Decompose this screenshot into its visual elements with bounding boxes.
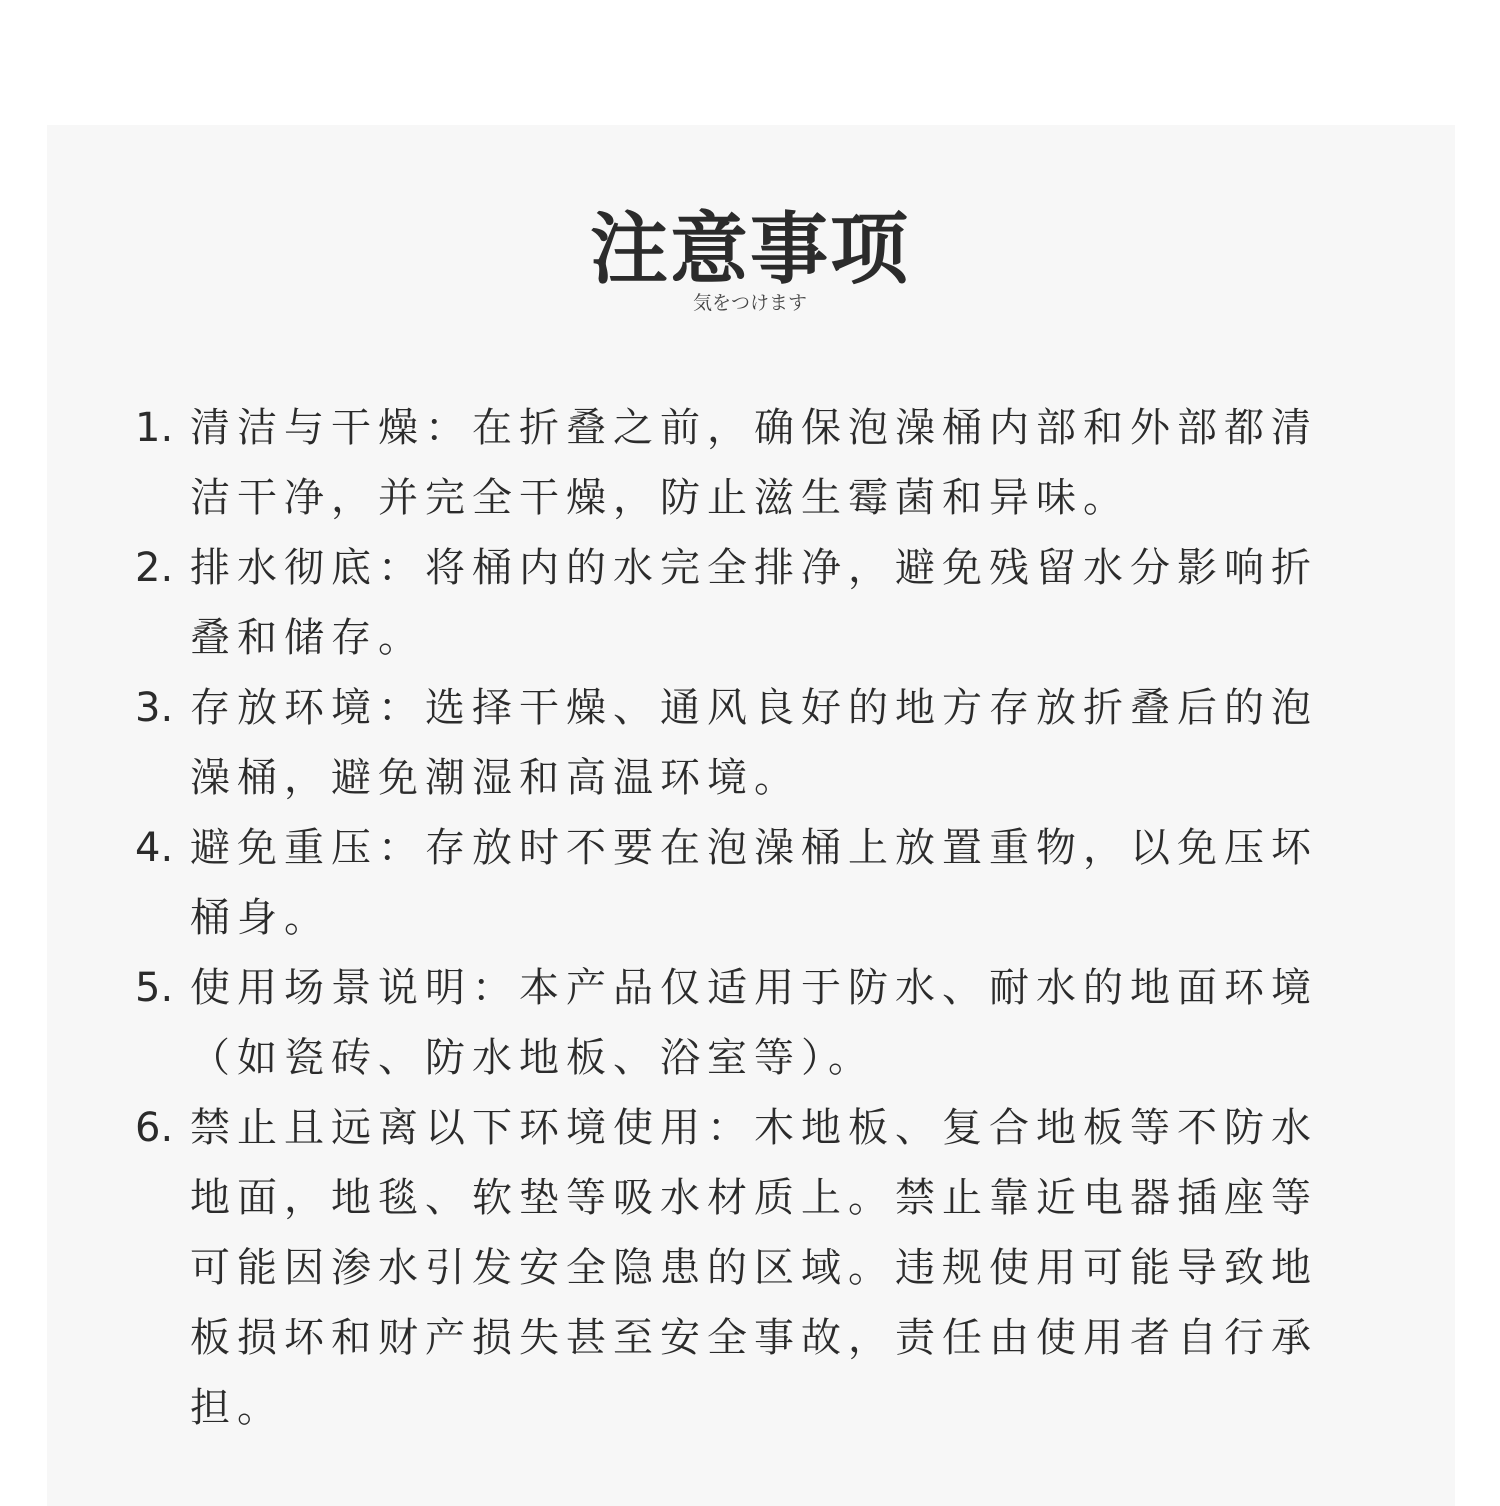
item-number: 2. (135, 545, 174, 591)
item-text: 清洁与干燥：在折叠之前，确保泡澡桶内部和外部都清洁干净，并完全干燥，防止滋生霉菌和异味。 (190, 405, 1318, 521)
item-text: 避免重压：存放时不要在泡澡桶上放置重物，以免压坏桶身。 (190, 825, 1318, 941)
notice-list (135, 393, 1335, 1443)
item-number: 3. (135, 685, 174, 731)
list-item (135, 533, 1335, 673)
page-title: 注意事项 (589, 205, 910, 295)
list-item (135, 1093, 1335, 1443)
list-item (135, 813, 1335, 953)
item-text: 排水彻底：将桶内的水完全排净，避免残留水分影响折叠和储存。 (190, 545, 1318, 661)
item-number: 1. (135, 405, 174, 451)
item-number: 5. (135, 965, 174, 1011)
item-text: 使用场景说明：本产品仅适用于防水、耐水的地面环境（如瓷砖、防水地板、浴室等）。 (190, 965, 1318, 1081)
item-number: 4. (135, 825, 174, 871)
page-subtitle: 気をつけます (692, 292, 807, 314)
list-item (135, 393, 1335, 533)
item-number: 6. (135, 1105, 174, 1151)
list-item (135, 673, 1335, 813)
item-text: 禁止且远离以下环境使用：木地板、复合地板等不防水地面，地毯、软垫等吸水材质上。禁止靠近电器插座等可能因渗水引发安全隐患的区域。违规使用可能导致地板损坏和财产损失甚至安全事故，责任由使用者自行承担。 (190, 1105, 1318, 1431)
list-item (135, 953, 1335, 1093)
item-text: 存放环境：选择干燥、通风良好的地方存放折叠后的泡澡桶，避免潮湿和高温环境。 (190, 685, 1318, 801)
